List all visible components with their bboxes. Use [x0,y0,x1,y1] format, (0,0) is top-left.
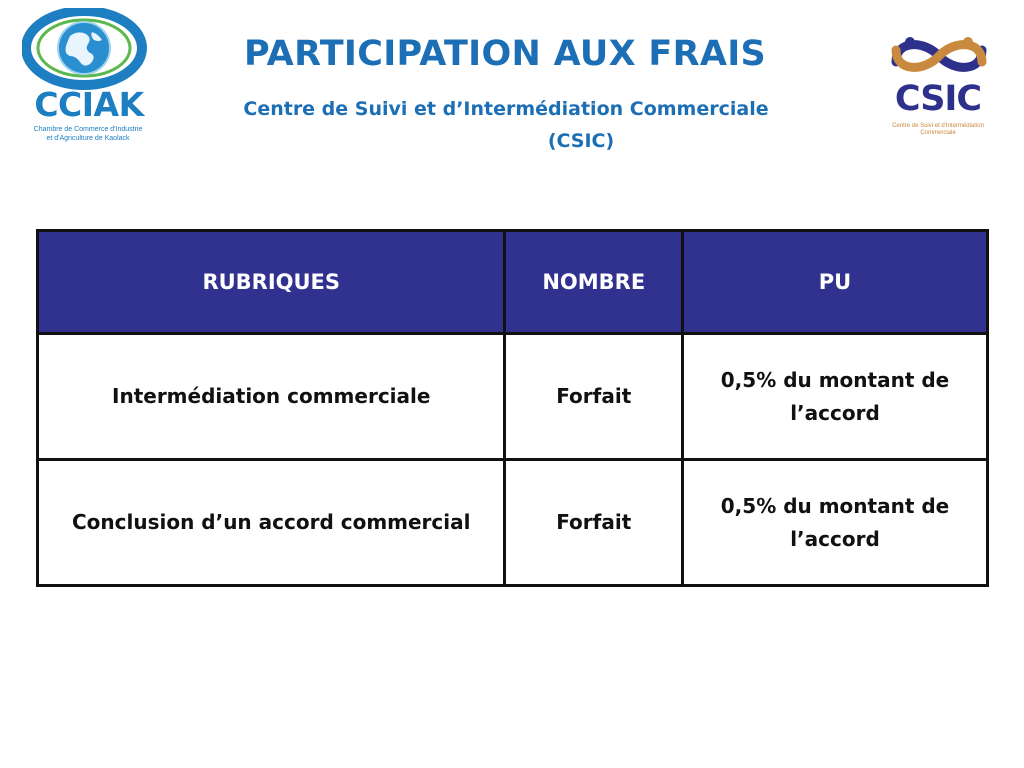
cell-pu-line1: 0,5% du montant de [720,367,950,392]
subtitle-line2: (CSIC) [547,130,615,152]
csic-subtitle-line2: Commerciale [920,130,956,136]
page-title: PARTICIPATION AUX FRAIS [243,34,767,74]
table-row [38,460,988,586]
cciak-subtitle-line2: et d'Agriculture de Kaolack [46,135,130,142]
cciak-subtitle-line1: Chambre de Commerce d'Industrie [33,126,143,133]
csic-interlink-icon [884,28,994,84]
cell-rubrique: Conclusion d’un accord commercial [38,460,505,586]
header-nombre: NOMBRE [505,231,683,334]
csic-subtitle-line1: Centre de Suivi et d'Intermédiation [892,123,984,129]
cell-pu [683,334,988,460]
cciak-name: CCIAK [34,85,144,124]
cell-pu-line2: l’accord [790,526,880,551]
table-header-row [38,231,988,334]
cell-rubrique: Intermédiation commerciale [38,334,505,460]
cciak-subtitle [25,125,151,143]
subtitle-line1: Centre de Suivi et d’Intermédiation Commerciale [243,98,769,120]
table-row [38,334,988,460]
cell-nombre: Forfait [505,334,683,460]
csic-logo [884,28,994,143]
cell-pu [683,460,988,586]
cciak-globe-icon [22,8,152,92]
cell-pu-line1: 0,5% du montant de [720,493,950,518]
cell-nombre: Forfait [505,460,683,586]
page-subtitle [196,93,816,157]
cciak-logo [22,8,152,148]
fees-table [36,229,989,587]
header-rubriques: RUBRIQUES [38,231,505,334]
csic-name: CSIC [894,79,982,119]
cell-pu-line2: l’accord [790,400,880,425]
csic-subtitle [886,123,990,137]
header-pu: PU [683,231,988,334]
